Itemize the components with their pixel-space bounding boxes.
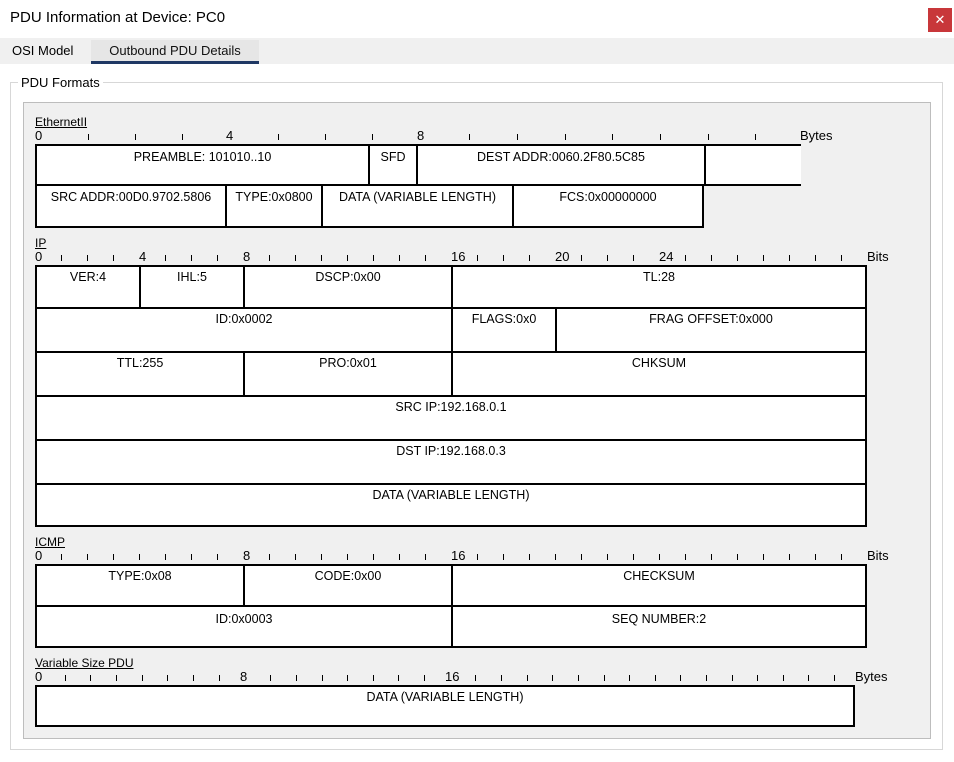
close-icon: ✕ <box>934 12 946 27</box>
ip-pro-field: PRO:0x01 <box>243 351 453 397</box>
ethernet-scale-label: 4 <box>226 128 234 143</box>
icmp-unit-label: Bits <box>867 548 889 563</box>
tab-osi-model[interactable]: OSI Model <box>12 43 74 58</box>
ip-id-field: ID:0x0002 <box>35 307 453 353</box>
ip-data-field: DATA (VARIABLE LENGTH) <box>35 483 867 527</box>
pdu-formats-label: PDU Formats <box>18 75 103 90</box>
icmp-scale-label: 16 <box>451 548 466 563</box>
icmp-checksum-field: CHECKSUM <box>451 564 867 607</box>
eth-dest-addr-field: DEST ADDR:0060.2F80.5C85 <box>416 144 706 186</box>
ethernet-scale-label: 8 <box>417 128 425 143</box>
icmp-id-field: ID:0x0003 <box>35 605 453 648</box>
eth-type-field: TYPE:0x0800 <box>225 186 323 228</box>
ip-ttl-field: TTL:255 <box>35 351 245 397</box>
ip-flags-field: FLAGS:0x0 <box>451 307 557 353</box>
close-button[interactable] <box>928 8 952 32</box>
ip-dst-ip-field: DST IP:192.168.0.3 <box>35 439 867 485</box>
ip-scale-label: 16 <box>451 249 466 264</box>
variable-data-field: DATA (VARIABLE LENGTH) <box>35 685 855 727</box>
variable-pdu-section-title: Variable Size PDU <box>35 656 134 670</box>
eth-src-addr-field: SRC ADDR:00D0.9702.5806 <box>35 186 227 228</box>
variable-scale-label: 16 <box>445 669 460 684</box>
ip-scale-label: 4 <box>139 249 147 264</box>
ip-ver-field: VER:4 <box>35 265 141 309</box>
icmp-seq-number-field: SEQ NUMBER:2 <box>451 605 867 648</box>
variable-scale-label: 8 <box>240 669 248 684</box>
window-title: PDU Information at Device: PC0 <box>10 9 226 26</box>
variable-unit-label: Bytes <box>855 669 888 684</box>
eth-fcs-field: FCS:0x00000000 <box>512 186 704 228</box>
ip-frag-offset-field: FRAG OFFSET:0x000 <box>555 307 867 353</box>
eth-sfd-field: SFD <box>368 144 418 186</box>
ip-src-ip-field: SRC IP:192.168.0.1 <box>35 395 867 441</box>
ethernet-unit-label: Bytes <box>800 128 833 143</box>
variable-scale-label: 0 <box>35 669 43 684</box>
ip-dscp-field: DSCP:0x00 <box>243 265 453 309</box>
eth-preamble-field: PREAMBLE: 101010..10 <box>35 144 370 186</box>
ip-scale-label: 24 <box>659 249 674 264</box>
ip-section-title: IP <box>35 236 47 250</box>
icmp-section-title: ICMP <box>35 535 65 549</box>
icmp-scale-label: 8 <box>243 548 251 563</box>
ip-chksum-field: CHKSUM <box>451 351 867 397</box>
ip-scale-label: 8 <box>243 249 251 264</box>
icmp-code-field: CODE:0x00 <box>243 564 453 607</box>
ip-unit-label: Bits <box>867 249 889 264</box>
icmp-type-field: TYPE:0x08 <box>35 564 245 607</box>
icmp-scale-label: 0 <box>35 548 43 563</box>
ip-scale-label: 0 <box>35 249 43 264</box>
ethernet-section-title: EthernetII <box>35 115 88 129</box>
ip-scale-label: 20 <box>555 249 570 264</box>
ip-tl-field: TL:28 <box>451 265 867 309</box>
ip-ihl-field: IHL:5 <box>139 265 245 309</box>
eth-data-field: DATA (VARIABLE LENGTH) <box>321 186 514 228</box>
tab-outbound-pdu-details[interactable]: Outbound PDU Details <box>91 40 259 64</box>
eth-dest-addr-continued <box>704 144 801 186</box>
ethernet-scale-label: 0 <box>35 128 43 143</box>
